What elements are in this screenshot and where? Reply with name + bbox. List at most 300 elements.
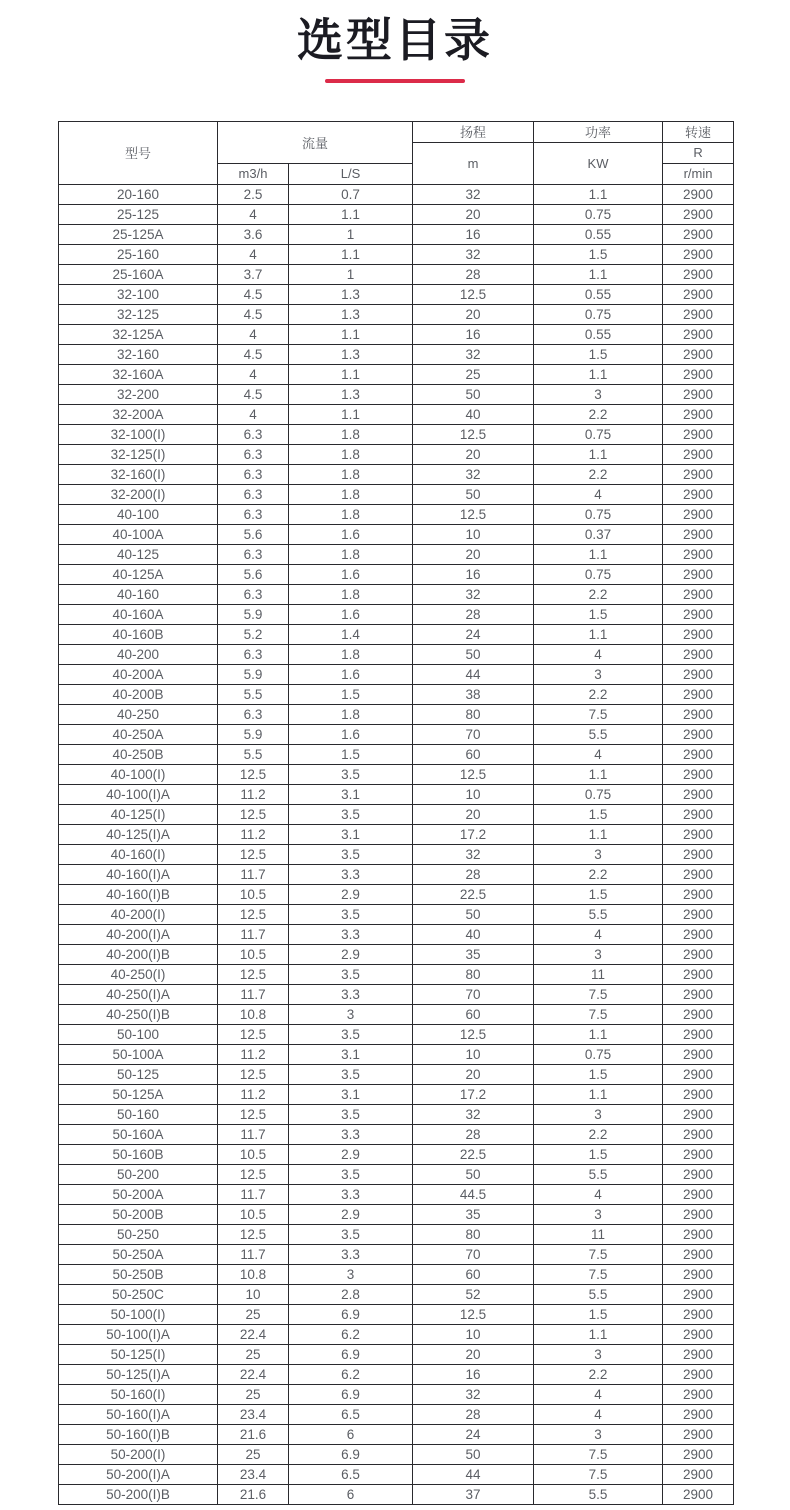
- speed-cell: 2900: [663, 1284, 734, 1304]
- table-row: [59, 384, 734, 404]
- model-cell: 32-160(I): [59, 464, 218, 484]
- model-cell: 20-160: [59, 184, 218, 204]
- model-cell: 40-250(I)A: [59, 984, 218, 1004]
- flow-m3h-cell: 10.5: [218, 944, 289, 964]
- model-cell: 25-160A: [59, 264, 218, 284]
- flow-m3h-cell: 6.3: [218, 584, 289, 604]
- flow-m3h-cell: 4: [218, 364, 289, 384]
- model-cell: 50-100: [59, 1024, 218, 1044]
- table-row: [59, 624, 734, 644]
- head-cell: 24: [413, 624, 534, 644]
- flow-ls-cell: 1.3: [289, 284, 413, 304]
- speed-cell: 2900: [663, 484, 734, 504]
- head-cell: 12.5: [413, 764, 534, 784]
- flow-m3h-cell: 10.5: [218, 1144, 289, 1164]
- speed-cell: 2900: [663, 1204, 734, 1224]
- head-cell: 80: [413, 704, 534, 724]
- table-row: [59, 824, 734, 844]
- flow-m3h-cell: 5.6: [218, 564, 289, 584]
- speed-cell: 2900: [663, 1404, 734, 1424]
- model-cell: 32-200A: [59, 404, 218, 424]
- flow-ls-cell: 2.9: [289, 944, 413, 964]
- flow-m3h-cell: 3.6: [218, 224, 289, 244]
- flow-ls-cell: 3.3: [289, 864, 413, 884]
- flow-ls-cell: 3.1: [289, 824, 413, 844]
- head-cell: 10: [413, 784, 534, 804]
- flow-m3h-cell: 12.5: [218, 1224, 289, 1244]
- table-row: [59, 844, 734, 864]
- flow-ls-cell: 1.1: [289, 244, 413, 264]
- model-cell: 32-200: [59, 384, 218, 404]
- header-power-unit: KW: [534, 142, 663, 184]
- flow-ls-cell: 6: [289, 1484, 413, 1504]
- model-cell: 40-160(I)A: [59, 864, 218, 884]
- power-cell: 4: [534, 484, 663, 504]
- head-cell: 35: [413, 944, 534, 964]
- power-cell: 7.5: [534, 1264, 663, 1284]
- flow-ls-cell: 3.5: [289, 1164, 413, 1184]
- header-flow-unit-ls: L/S: [289, 163, 413, 184]
- power-cell: 1.5: [534, 244, 663, 264]
- speed-cell: 2900: [663, 1244, 734, 1264]
- head-cell: 16: [413, 324, 534, 344]
- flow-m3h-cell: 6.3: [218, 464, 289, 484]
- table-row: [59, 304, 734, 324]
- speed-cell: 2900: [663, 1084, 734, 1104]
- speed-cell: 2900: [663, 1164, 734, 1184]
- head-cell: 10: [413, 1324, 534, 1344]
- model-cell: 40-250(I): [59, 964, 218, 984]
- model-cell: 40-250A: [59, 724, 218, 744]
- speed-cell: 2900: [663, 244, 734, 264]
- flow-ls-cell: 1.8: [289, 644, 413, 664]
- head-cell: 60: [413, 1004, 534, 1024]
- power-cell: 0.75: [534, 564, 663, 584]
- power-cell: 7.5: [534, 1444, 663, 1464]
- model-cell: 32-125(I): [59, 444, 218, 464]
- power-cell: 1.1: [534, 1324, 663, 1344]
- power-cell: 2.2: [534, 464, 663, 484]
- power-cell: 0.75: [534, 1044, 663, 1064]
- head-cell: 40: [413, 924, 534, 944]
- speed-cell: 2900: [663, 1484, 734, 1504]
- flow-m3h-cell: 4: [218, 404, 289, 424]
- head-cell: 24: [413, 1424, 534, 1444]
- speed-cell: 2900: [663, 1184, 734, 1204]
- table-row: [59, 1184, 734, 1204]
- model-cell: 32-125A: [59, 324, 218, 344]
- head-cell: 40: [413, 404, 534, 424]
- flow-ls-cell: 3.1: [289, 1084, 413, 1104]
- speed-cell: 2900: [663, 984, 734, 1004]
- head-cell: 20: [413, 204, 534, 224]
- speed-cell: 2900: [663, 364, 734, 384]
- speed-cell: 2900: [663, 1264, 734, 1284]
- head-cell: 50: [413, 384, 534, 404]
- flow-m3h-cell: 5.9: [218, 664, 289, 684]
- page-title: 选型目录: [297, 14, 493, 66]
- flow-m3h-cell: 11.2: [218, 824, 289, 844]
- table-row: [59, 544, 734, 564]
- head-cell: 10: [413, 1044, 534, 1064]
- model-cell: 25-125A: [59, 224, 218, 244]
- flow-ls-cell: 2.9: [289, 1204, 413, 1224]
- power-cell: 5.5: [534, 1284, 663, 1304]
- power-cell: 3: [534, 1424, 663, 1444]
- table-row: [59, 364, 734, 384]
- speed-cell: 2900: [663, 1444, 734, 1464]
- header-flow: 流量: [218, 121, 413, 163]
- flow-ls-cell: 1.8: [289, 464, 413, 484]
- power-cell: 7.5: [534, 1464, 663, 1484]
- speed-cell: 2900: [663, 684, 734, 704]
- head-cell: 52: [413, 1284, 534, 1304]
- table-row: [59, 1204, 734, 1224]
- table-row: [59, 944, 734, 964]
- table-row: [59, 224, 734, 244]
- head-cell: 17.2: [413, 824, 534, 844]
- flow-m3h-cell: 12.5: [218, 964, 289, 984]
- head-cell: 35: [413, 1204, 534, 1224]
- speed-cell: 2900: [663, 524, 734, 544]
- power-cell: 1.5: [534, 884, 663, 904]
- power-cell: 5.5: [534, 904, 663, 924]
- head-cell: 20: [413, 304, 534, 324]
- table-row: [59, 564, 734, 584]
- head-cell: 28: [413, 604, 534, 624]
- speed-cell: 2900: [663, 584, 734, 604]
- flow-ls-cell: 1.8: [289, 544, 413, 564]
- flow-m3h-cell: 12.5: [218, 1064, 289, 1084]
- header-head: 扬程: [413, 121, 534, 142]
- flow-ls-cell: 1.5: [289, 684, 413, 704]
- speed-cell: 2900: [663, 964, 734, 984]
- power-cell: 0.55: [534, 284, 663, 304]
- speed-cell: 2900: [663, 1104, 734, 1124]
- power-cell: 4: [534, 1404, 663, 1424]
- flow-ls-cell: 2.8: [289, 1284, 413, 1304]
- head-cell: 20: [413, 1064, 534, 1084]
- speed-cell: 2900: [663, 184, 734, 204]
- table-row: [59, 784, 734, 804]
- table-row: [59, 804, 734, 824]
- head-cell: 22.5: [413, 884, 534, 904]
- flow-m3h-cell: 11.7: [218, 984, 289, 1004]
- model-cell: 50-125A: [59, 1084, 218, 1104]
- speed-cell: 2900: [663, 744, 734, 764]
- power-cell: 3: [534, 1104, 663, 1124]
- speed-cell: 2900: [663, 904, 734, 924]
- flow-m3h-cell: 11.7: [218, 1124, 289, 1144]
- power-cell: 4: [534, 1384, 663, 1404]
- speed-cell: 2900: [663, 284, 734, 304]
- flow-ls-cell: 1.3: [289, 304, 413, 324]
- power-cell: 3: [534, 844, 663, 864]
- flow-m3h-cell: 6.3: [218, 424, 289, 444]
- flow-ls-cell: 6.9: [289, 1444, 413, 1464]
- power-cell: 0.55: [534, 224, 663, 244]
- power-cell: 4: [534, 644, 663, 664]
- table-row: [59, 424, 734, 444]
- power-cell: 11: [534, 1224, 663, 1244]
- power-cell: 0.55: [534, 324, 663, 344]
- header-model: 型号: [59, 121, 218, 184]
- power-cell: 7.5: [534, 984, 663, 1004]
- flow-ls-cell: 1.4: [289, 624, 413, 644]
- flow-m3h-cell: 12.5: [218, 844, 289, 864]
- table-row: [59, 1324, 734, 1344]
- speed-cell: 2900: [663, 1464, 734, 1484]
- head-cell: 44: [413, 1464, 534, 1484]
- table-row: [59, 1044, 734, 1064]
- table-row: [59, 1344, 734, 1364]
- speed-cell: 2900: [663, 724, 734, 744]
- power-cell: 0.75: [534, 784, 663, 804]
- head-cell: 32: [413, 844, 534, 864]
- selection-table: [58, 121, 734, 1505]
- model-cell: 50-160: [59, 1104, 218, 1124]
- header-speed-unit-bottom: r/min: [663, 163, 734, 184]
- flow-ls-cell: 1.6: [289, 564, 413, 584]
- power-cell: 0.37: [534, 524, 663, 544]
- flow-m3h-cell: 5.5: [218, 744, 289, 764]
- speed-cell: 2900: [663, 1124, 734, 1144]
- flow-ls-cell: 1.6: [289, 604, 413, 624]
- model-cell: 40-100(I): [59, 764, 218, 784]
- model-cell: 40-125: [59, 544, 218, 564]
- table-row: [59, 1424, 734, 1444]
- table-row: [59, 604, 734, 624]
- flow-m3h-cell: 5.9: [218, 604, 289, 624]
- table-row: [59, 1404, 734, 1424]
- table-row: [59, 404, 734, 424]
- head-cell: 32: [413, 1104, 534, 1124]
- table-row: [59, 184, 734, 204]
- head-cell: 20: [413, 544, 534, 564]
- flow-m3h-cell: 12.5: [218, 764, 289, 784]
- header-speed: 转速: [663, 121, 734, 142]
- power-cell: 1.1: [534, 544, 663, 564]
- table-row: [59, 1284, 734, 1304]
- flow-m3h-cell: 10: [218, 1284, 289, 1304]
- flow-ls-cell: 6.5: [289, 1464, 413, 1484]
- table-row: [59, 664, 734, 684]
- flow-m3h-cell: 6.3: [218, 504, 289, 524]
- power-cell: 2.2: [534, 404, 663, 424]
- head-cell: 44.5: [413, 1184, 534, 1204]
- flow-ls-cell: 1: [289, 224, 413, 244]
- model-cell: 50-200A: [59, 1184, 218, 1204]
- power-cell: 1.1: [534, 824, 663, 844]
- flow-ls-cell: 3.3: [289, 1244, 413, 1264]
- speed-cell: 2900: [663, 464, 734, 484]
- power-cell: 5.5: [534, 1484, 663, 1504]
- power-cell: 5.5: [534, 724, 663, 744]
- model-cell: 40-250B: [59, 744, 218, 764]
- flow-m3h-cell: 25: [218, 1344, 289, 1364]
- power-cell: 1.5: [534, 1304, 663, 1324]
- power-cell: 3: [534, 384, 663, 404]
- model-cell: 50-125(I): [59, 1344, 218, 1364]
- head-cell: 32: [413, 1384, 534, 1404]
- flow-ls-cell: 6.5: [289, 1404, 413, 1424]
- flow-ls-cell: 6.9: [289, 1344, 413, 1364]
- head-cell: 28: [413, 864, 534, 884]
- head-cell: 20: [413, 444, 534, 464]
- header-row-1: [59, 121, 734, 142]
- model-cell: 25-125: [59, 204, 218, 224]
- head-cell: 37: [413, 1484, 534, 1504]
- speed-cell: 2900: [663, 264, 734, 284]
- model-cell: 50-200(I)A: [59, 1464, 218, 1484]
- head-cell: 17.2: [413, 1084, 534, 1104]
- table-row: [59, 1004, 734, 1024]
- model-cell: 32-160A: [59, 364, 218, 384]
- model-cell: 40-160: [59, 584, 218, 604]
- head-cell: 80: [413, 964, 534, 984]
- speed-cell: 2900: [663, 544, 734, 564]
- model-cell: 40-160A: [59, 604, 218, 624]
- flow-m3h-cell: 10.5: [218, 1204, 289, 1224]
- model-cell: 50-125: [59, 1064, 218, 1084]
- power-cell: 7.5: [534, 1244, 663, 1264]
- power-cell: 1.5: [534, 604, 663, 624]
- model-cell: 32-160: [59, 344, 218, 364]
- model-cell: 50-100A: [59, 1044, 218, 1064]
- flow-ls-cell: 1.8: [289, 504, 413, 524]
- flow-m3h-cell: 11.2: [218, 1084, 289, 1104]
- flow-m3h-cell: 2.5: [218, 184, 289, 204]
- flow-ls-cell: 3: [289, 1264, 413, 1284]
- table-row: [59, 684, 734, 704]
- flow-m3h-cell: 11.2: [218, 784, 289, 804]
- flow-m3h-cell: 22.4: [218, 1324, 289, 1344]
- flow-ls-cell: 2.9: [289, 884, 413, 904]
- title-divider: [325, 79, 465, 83]
- speed-cell: 2900: [663, 1304, 734, 1324]
- model-cell: 32-100(I): [59, 424, 218, 444]
- flow-ls-cell: 1: [289, 264, 413, 284]
- power-cell: 2.2: [534, 684, 663, 704]
- head-cell: 32: [413, 344, 534, 364]
- flow-m3h-cell: 12.5: [218, 1104, 289, 1124]
- power-cell: 0.75: [534, 204, 663, 224]
- head-cell: 60: [413, 1264, 534, 1284]
- flow-m3h-cell: 12.5: [218, 904, 289, 924]
- flow-m3h-cell: 4.5: [218, 284, 289, 304]
- head-cell: 28: [413, 1404, 534, 1424]
- flow-ls-cell: 6.2: [289, 1324, 413, 1344]
- power-cell: 5.5: [534, 1164, 663, 1184]
- flow-ls-cell: 1.5: [289, 744, 413, 764]
- head-cell: 70: [413, 1244, 534, 1264]
- flow-m3h-cell: 6.3: [218, 644, 289, 664]
- speed-cell: 2900: [663, 424, 734, 444]
- head-cell: 25: [413, 364, 534, 384]
- flow-m3h-cell: 5.2: [218, 624, 289, 644]
- speed-cell: 2900: [663, 644, 734, 664]
- speed-cell: 2900: [663, 784, 734, 804]
- head-cell: 16: [413, 564, 534, 584]
- power-cell: 1.1: [534, 624, 663, 644]
- power-cell: 11: [534, 964, 663, 984]
- table-row: [59, 504, 734, 524]
- head-cell: 50: [413, 904, 534, 924]
- head-cell: 28: [413, 1124, 534, 1144]
- model-cell: 40-250: [59, 704, 218, 724]
- power-cell: 0.75: [534, 504, 663, 524]
- flow-ls-cell: 1.3: [289, 344, 413, 364]
- power-cell: 3: [534, 944, 663, 964]
- flow-ls-cell: 3.5: [289, 1224, 413, 1244]
- model-cell: 50-250: [59, 1224, 218, 1244]
- flow-m3h-cell: 4.5: [218, 344, 289, 364]
- speed-cell: 2900: [663, 324, 734, 344]
- speed-cell: 2900: [663, 1224, 734, 1244]
- flow-m3h-cell: 11.7: [218, 1184, 289, 1204]
- speed-cell: 2900: [663, 764, 734, 784]
- model-cell: 50-250A: [59, 1244, 218, 1264]
- flow-ls-cell: 3.5: [289, 844, 413, 864]
- head-cell: 28: [413, 264, 534, 284]
- power-cell: 1.5: [534, 1064, 663, 1084]
- model-cell: 40-200B: [59, 684, 218, 704]
- table-body: [59, 184, 734, 1504]
- speed-cell: 2900: [663, 344, 734, 364]
- table-row: [59, 1144, 734, 1164]
- table-row: [59, 704, 734, 724]
- power-cell: 3: [534, 1204, 663, 1224]
- flow-m3h-cell: 4: [218, 324, 289, 344]
- table-row: [59, 444, 734, 464]
- head-cell: 70: [413, 984, 534, 1004]
- table-row: [59, 884, 734, 904]
- table-row: [59, 864, 734, 884]
- flow-m3h-cell: 11.2: [218, 1044, 289, 1064]
- speed-cell: 2900: [663, 504, 734, 524]
- flow-ls-cell: 3.5: [289, 904, 413, 924]
- head-cell: 16: [413, 1364, 534, 1384]
- speed-cell: 2900: [663, 804, 734, 824]
- flow-ls-cell: 3.5: [289, 1024, 413, 1044]
- model-cell: 50-160B: [59, 1144, 218, 1164]
- table-row: [59, 924, 734, 944]
- speed-cell: 2900: [663, 304, 734, 324]
- flow-m3h-cell: 22.4: [218, 1364, 289, 1384]
- speed-cell: 2900: [663, 1384, 734, 1404]
- flow-m3h-cell: 6.3: [218, 444, 289, 464]
- table-row: [59, 204, 734, 224]
- flow-ls-cell: 6: [289, 1424, 413, 1444]
- head-cell: 10: [413, 524, 534, 544]
- speed-cell: 2900: [663, 624, 734, 644]
- flow-ls-cell: 3.3: [289, 1184, 413, 1204]
- model-cell: 40-100: [59, 504, 218, 524]
- table-row: [59, 644, 734, 664]
- model-cell: 40-160B: [59, 624, 218, 644]
- flow-m3h-cell: 12.5: [218, 1164, 289, 1184]
- table-row: [59, 1304, 734, 1324]
- speed-cell: 2900: [663, 1364, 734, 1384]
- head-cell: 22.5: [413, 1144, 534, 1164]
- flow-ls-cell: 1.8: [289, 444, 413, 464]
- model-cell: 50-200: [59, 1164, 218, 1184]
- head-cell: 60: [413, 744, 534, 764]
- head-cell: 70: [413, 724, 534, 744]
- model-cell: 40-125A: [59, 564, 218, 584]
- model-cell: 40-160(I): [59, 844, 218, 864]
- table-row: [59, 1244, 734, 1264]
